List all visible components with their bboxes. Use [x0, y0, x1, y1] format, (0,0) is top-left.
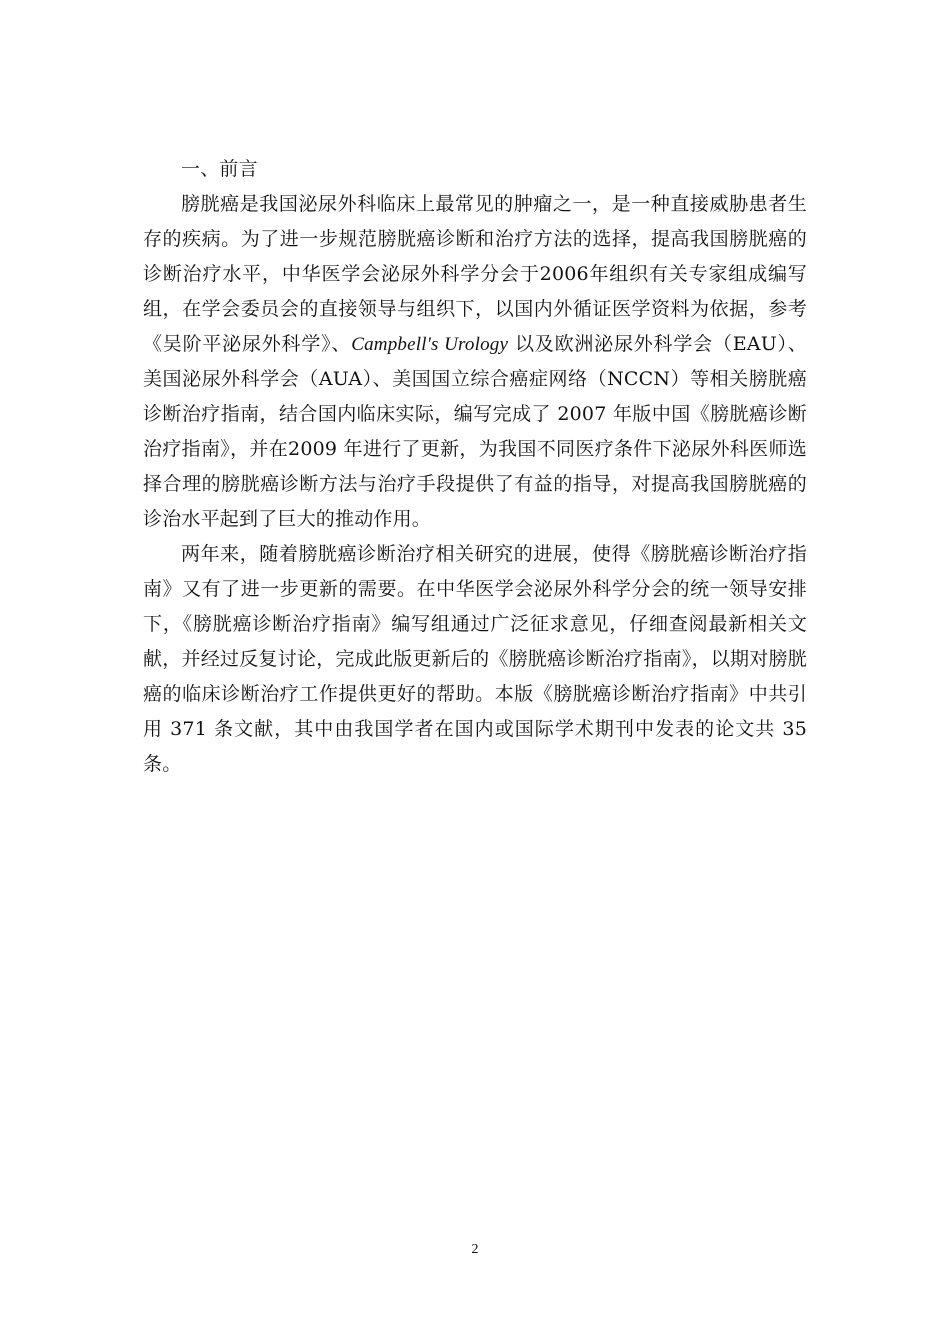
- section-heading: 一、前言: [181, 158, 258, 180]
- book-title-italic: Campbell's Urology: [351, 334, 509, 355]
- paragraph-intro: [143, 187, 807, 537]
- paragraph-intro-text-1: 膀胱癌是我国泌尿外科临床上最常见的肿瘤之一，是一种直接威胁患者生存的疾病。为了进一步规范膀胱癌诊断和治疗方法的选择，提高我国膀胱癌的诊断治疗水平，中华医学会泌尿外科学分会于2006年组织有关专家组成编写组，在学会委员会的直接领导与组织下，以国内外循证医学资料为依据，参考《吴阶平泌尿外科学》、: [143, 193, 807, 355]
- paragraph-intro-text-2: 以及欧洲泌尿外科学会（EAU）、美国泌尿外科学会（AUA）、美国国立综合癌症网络（NCCN）等相关膀胱癌诊断治疗指南，结合国内临床实际，编写完成了 2007 年版中国《膀胱癌诊断治疗指南》，并在2009 年进行了更新，为我国不同医疗条件下泌尿外科医师选择合理的膀胱癌诊断方法与治疗手段提供了有益的指导，对提高我国膀胱癌的诊治水平起到了巨大的推动作用。: [143, 333, 808, 530]
- paragraph-update: 两年来，随着膀胱癌诊断治疗相关研究的进展，使得《膀胱癌诊断治疗指南》又有了进一步更新的需要。在中华医学会泌尿外科学分会的统一领导安排下，《膀胱癌诊断治疗指南》编写组通过广泛征求意见，仔细查阅最新相关文献，并经过反复讨论，完成此版更新后的《膀胱癌诊断治疗指南》，以期对膀胱癌的临床诊断治疗工作提供更好的帮助。本版《膀胱癌诊断治疗指南》中共引用 371 条文献，其中由我国学者在国内或国际学术期刊中发表的论文共 35 条。: [143, 543, 807, 775]
- page-number: 2: [471, 1242, 479, 1257]
- page-content: [143, 152, 807, 782]
